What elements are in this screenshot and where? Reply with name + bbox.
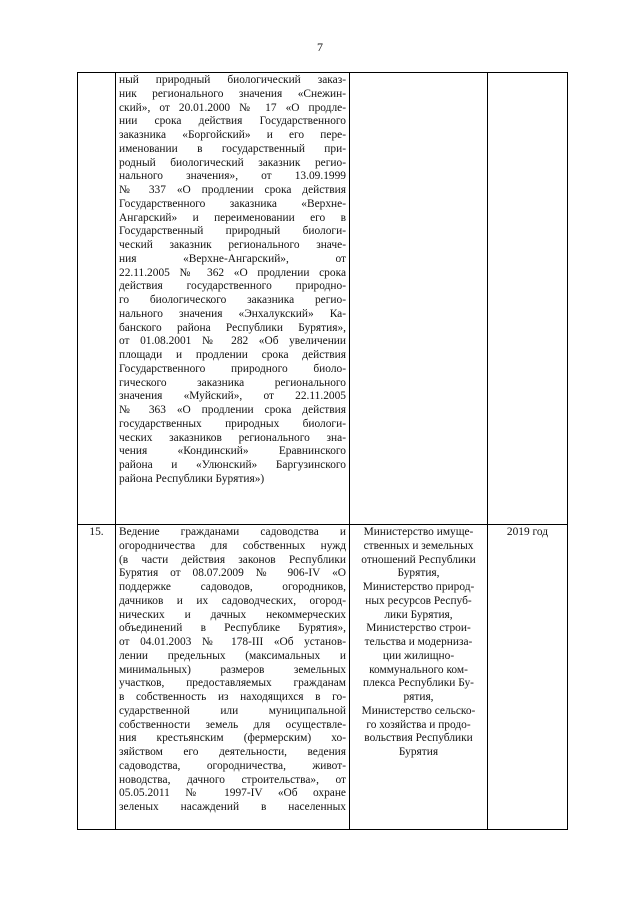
text-line: банского района Республики Бурятия», xyxy=(119,321,346,334)
text-line: го биологического заказника регио- xyxy=(119,294,346,306)
executor-line: ных ресурсов Респуб- xyxy=(365,594,472,607)
row-date: 2019 год xyxy=(488,525,568,830)
text-line: ния «Верхне-Ангарский», от xyxy=(119,252,346,265)
text-line: Ангарский» и переименовании его в xyxy=(119,211,346,224)
text-line: в собственность из находящихся в го- xyxy=(119,691,346,703)
text-line: ник регионального значения «Снежин- xyxy=(119,87,346,100)
page-number: 7 xyxy=(317,40,323,54)
row-description xyxy=(116,525,350,830)
row-executor xyxy=(350,73,488,525)
text-line: № 337 «О продлении срока действия xyxy=(119,184,346,196)
text-line: 05.05.2011 № 1997-IV «Об охране xyxy=(119,787,346,800)
text-line: участков, предоставляемых гражданам xyxy=(119,677,346,690)
text-line: (в части действия законов Республики xyxy=(119,553,346,566)
text-line: ческих заказников регионального зна- xyxy=(119,431,346,444)
executor-line: коммунального ком- xyxy=(369,663,468,676)
text-line: чения «Кондинский» Еравнинского xyxy=(119,445,346,458)
text-line: новодства, дачного строительства», от xyxy=(119,773,346,786)
text-line: заказника «Боргойский» и его пере- xyxy=(119,129,346,141)
text-line: района Республики Бурятия») xyxy=(119,472,265,485)
text-line: ский», от 20.01.2000 № 17 «О продле- xyxy=(119,101,346,114)
text-line: значения «Муйский», от 22.11.2005 xyxy=(119,390,346,403)
text-line: нального значения «Энхалукский» Ка- xyxy=(119,307,346,320)
executor-line: плекса Республики Бу- xyxy=(363,677,474,690)
table-row xyxy=(78,525,568,830)
text-line: Государственного природного биоло- xyxy=(119,362,346,375)
text-line: гического заказника регионального xyxy=(119,376,346,389)
table-row xyxy=(78,73,568,525)
text-line: 22.11.2005 № 362 «О продлении срока xyxy=(119,266,346,279)
text-line: именовании в государственный при- xyxy=(119,142,346,155)
executor-line: Бурятия, xyxy=(397,567,440,580)
executor-line: Министерство сельско- xyxy=(361,704,476,717)
text-line: родный биологический заказник регио- xyxy=(119,156,346,169)
text-line: нических и дачных некоммерческих xyxy=(119,608,346,621)
text-line: минимальных) размеров земельных xyxy=(119,663,346,676)
executor-line: го хозяйства и продо- xyxy=(366,718,471,731)
row-description xyxy=(116,73,350,525)
row-date xyxy=(488,73,568,525)
executor-line: Бурятия xyxy=(398,746,439,758)
text-line: площади и продлении срока действия xyxy=(119,349,346,361)
text-line: действия государственного природно- xyxy=(119,280,346,293)
executor-line: ственных и земельных xyxy=(363,539,474,552)
text-line: зяйством его деятельности, ведения xyxy=(119,746,346,758)
text-line: Ведение гражданами садоводства и xyxy=(119,526,346,538)
executor-line: Министерство природ- xyxy=(362,581,475,593)
text-line: огородничества для собственных нужд xyxy=(119,539,346,552)
text-line: сударственной или муниципальной xyxy=(119,704,346,717)
text-line: зеленых насаждений в населенных xyxy=(119,801,346,813)
text-line: поддержке садоводов, огородников, xyxy=(119,581,346,593)
text-line: от 01.08.2001 № 282 «Об увеличении xyxy=(119,335,346,348)
row-number xyxy=(78,73,116,525)
text-line: нии срока действия Государственного xyxy=(119,115,346,128)
text-line: нального значения», от 13.09.1999 xyxy=(119,170,346,183)
text-line: от 04.01.2003 № 178-III «Об установ- xyxy=(119,636,346,648)
executor-line: Министерство имуще- xyxy=(363,526,474,538)
text-line: объединений в Республике Бурятия», xyxy=(119,622,346,635)
executor-line: рятия, xyxy=(403,691,434,703)
executor-line: ции жилищно- xyxy=(382,649,455,662)
text-line: собственности земель для осуществле- xyxy=(119,718,346,731)
text-line: Государственный природный биологи- xyxy=(119,225,346,238)
text-line: Бурятия от 08.07.2009 № 906-IV «О xyxy=(119,567,346,580)
executor-line: отношений Республики xyxy=(361,553,476,566)
document-table xyxy=(77,72,568,830)
executor-line: тельства и модерниза- xyxy=(364,636,473,648)
executor-line: вольствия Республики xyxy=(364,732,473,745)
row-number: 15. xyxy=(78,525,116,830)
text-line: ный природный биологический заказ- xyxy=(119,74,346,86)
text-line: государственных природных биологи- xyxy=(119,417,346,430)
text-line: района и «Улюнский» Баргузинского xyxy=(119,459,346,471)
row-executor xyxy=(350,525,488,830)
text-line: ческий заказник регионального значе- xyxy=(119,239,346,251)
text-line: лении предельных (максимальных и xyxy=(119,649,346,662)
text-line: садоводства, огородничества, живот- xyxy=(119,759,346,772)
text-line: № 363 «О продлении срока действия xyxy=(119,404,346,416)
executor-line: лики Бурятия, xyxy=(384,608,453,621)
executor-line: Министерство строи- xyxy=(366,622,471,635)
text-line: ния крестьянским (фермерским) хо- xyxy=(119,732,346,745)
text-line: дачников и их садоводческих, огород- xyxy=(119,594,346,607)
text-line: Государственного заказника «Верхне- xyxy=(119,197,346,210)
